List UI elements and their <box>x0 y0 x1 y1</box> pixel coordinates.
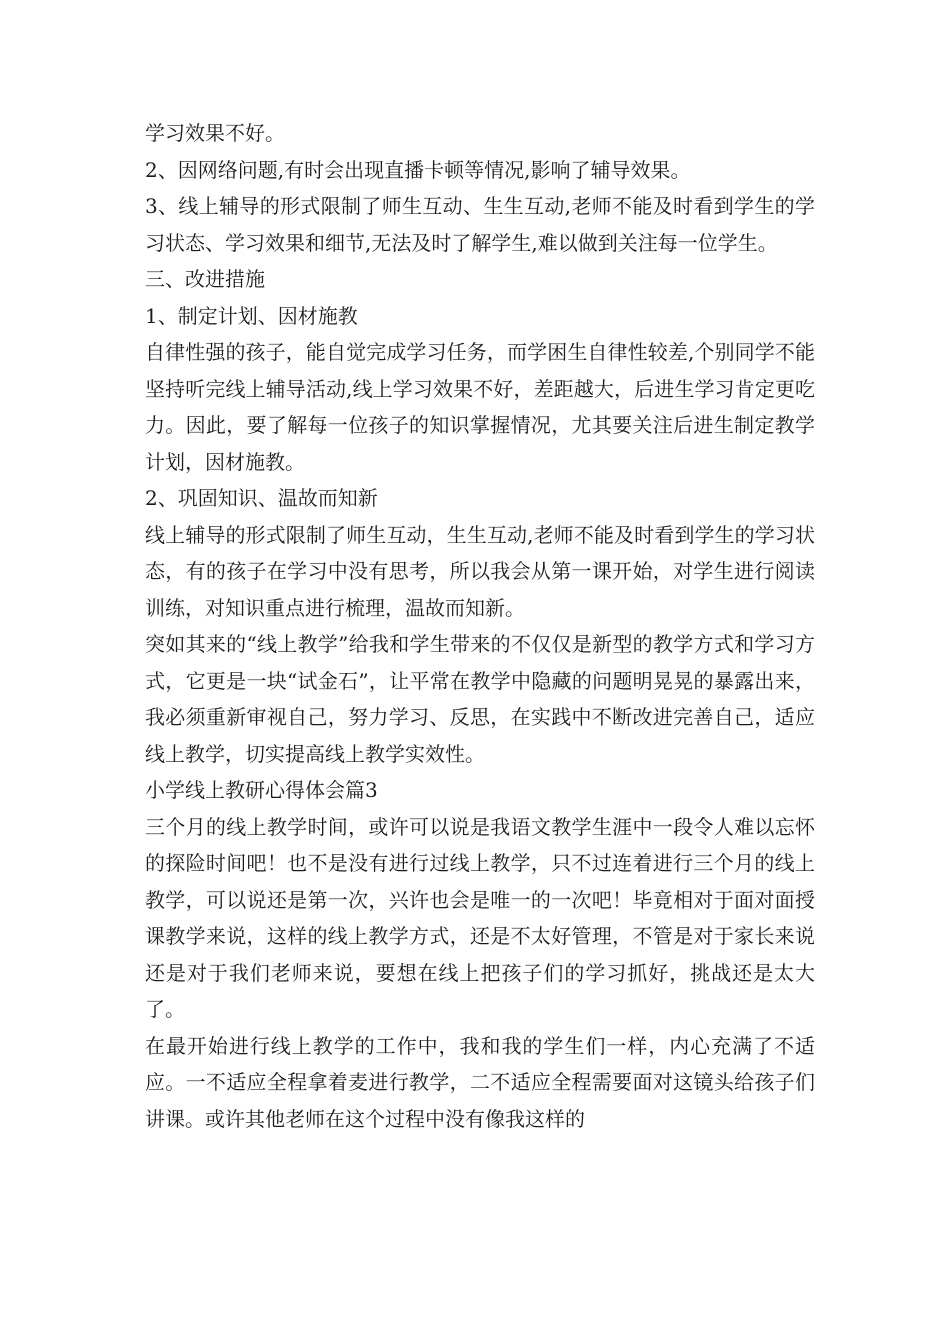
paragraph-three-months: 三个月的线上教学时间，或许可以说是我语文教学生涯中一段令人难以忘怀的探险时间吧！也不是没有进行过线上教学，只不过连着进行三个月的线上教学，可以说还是第一次，兴许也会是唯一的一次吧！毕竟相对于面对面授课教学来说，这样的线上教学方式，还是不太好管理，不管是对于家长来说还是对于我们老师来说，要想在线上把孩子们的学习抓好，挑战还是太大了。 <box>145 814 815 1021</box>
paragraph-consolidate: 线上辅导的形式限制了师生互动，生生互动,老师不能及时看到学生的学习状态，有的孩子在学习中没有思考，所以我会从第一课开始，对学生进行阅读训练，对知识重点进行梳理，温故而知新。 <box>145 522 815 620</box>
paragraph-beginning: 在最开始进行线上教学的工作中，我和我的学生们一样，内心充满了不适应。一不适应全程拿着麦进行教学，二不适应全程需要面对这镜头给孩子们讲课。或许其他老师在这个过程中没有像我这样的 <box>145 1033 815 1131</box>
section-heading-improvements: 三、改进措施 <box>145 267 265 291</box>
subheading-consolidate: 2、巩固知识、温故而知新 <box>145 486 378 510</box>
list-item-network-issue: 2、因网络问题,有时会出现直播卡顿等情况,影响了辅导效果。 <box>145 157 691 182</box>
document-body <box>145 115 815 1137</box>
paragraph-reflection: 突如其来的“线上教学”给我和学生带来的不仅仅是新型的教学方式和学习方式，它更是一块“试金石”，让平常在教学中隐藏的问题明晃晃的暴露出来，我必须重新审视自己，努力学习、反思，在实践中不断改进完善自己，适应线上教学，切实提高线上教学实效性。 <box>145 632 815 766</box>
list-item-interaction-limit: 3、线上辅导的形式限制了师生互动、生生互动,老师不能及时看到学生的学习状态、学习效果和细节,无法及时了解学生,难以做到关注每一位学生。 <box>145 194 815 255</box>
paragraph-continuation: 学习效果不好。 <box>145 121 285 145</box>
subheading-plan: 1、制定计划、因材施教 <box>145 303 358 328</box>
paragraph-plan: 自律性强的孩子，能自觉完成学习任务，而学困生自律性较差,个别同学不能坚持听完线上辅导活动,线上学习效果不好，差距越大，后进生学习肯定更吃力。因此，要了解每一位孩子的知识掌握情况，尤其要关注后进生制定教学计划，因材施教。 <box>145 340 815 474</box>
article-title-part3: 小学线上教研心得体会篇3 <box>145 778 378 802</box>
